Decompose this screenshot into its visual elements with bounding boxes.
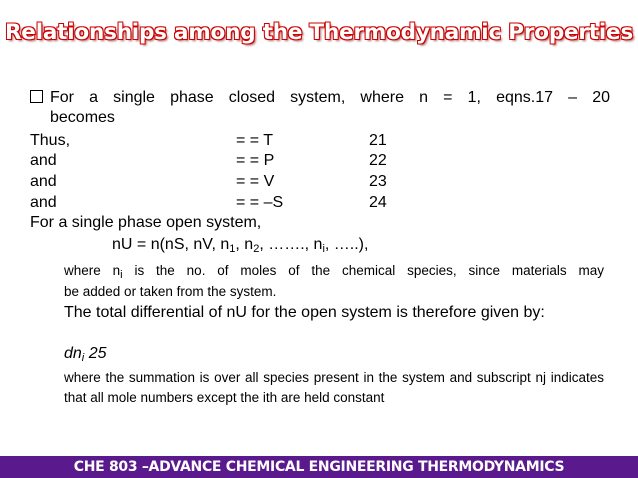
equation-expr: = = –S: [236, 194, 284, 211]
where-ni-sub: i: [120, 269, 123, 281]
where-ni-paragraph: [64, 260, 604, 302]
equation-number: 22: [369, 152, 387, 169]
equation-number: 24: [369, 194, 387, 211]
equation-row-24: [30, 193, 590, 213]
bullet-line-2: becomes: [50, 109, 115, 126]
where-ni-line-2: be added or taken from the system.: [64, 284, 277, 299]
dn-number: 25: [84, 345, 107, 362]
nu-eq-sub: 2: [253, 243, 260, 255]
equation-expr: = = P: [236, 152, 275, 169]
checkbox-bullet-icon: [30, 90, 43, 103]
nu-eq-sub: 1: [229, 243, 236, 255]
equation-number: 21: [369, 132, 387, 149]
nu-eq-sub: i: [322, 243, 325, 255]
where-ni-line-1: [64, 260, 604, 281]
where-ni-part: is the no. of moles of the chemical species, since materials may: [122, 263, 604, 278]
equation-expr: = = T: [236, 132, 274, 149]
bullet-paragraph: [30, 88, 610, 128]
dn-base: dn: [64, 345, 82, 362]
equation-expr: = = V: [236, 173, 275, 190]
equation-row-22: [30, 151, 590, 171]
slide-title: Relationships among the Thermodynamic Properties: [4, 20, 634, 45]
equation-label: and: [30, 152, 57, 169]
nu-eq-part: , ……., n: [259, 236, 323, 253]
equation-label: and: [30, 194, 57, 211]
equation-label: Thus,: [30, 132, 71, 149]
equation-row-23: [30, 172, 590, 192]
total-differential-text: The total differential of nU for the open system is therefore given by:: [64, 304, 545, 321]
bullet-line-1: For a single phase closed system, where n = 1, eqns.17 – 20: [50, 89, 610, 106]
equation-label: and: [30, 173, 57, 190]
footer-bar: [0, 456, 638, 478]
dn-equation: [64, 344, 107, 364]
equation-row-21: [30, 131, 590, 151]
equation-number: 23: [369, 173, 387, 190]
where-ni-part: where n: [64, 263, 121, 278]
open-system-text: For a single phase open system,: [30, 214, 262, 231]
nu-equation: [112, 235, 368, 255]
dn-sub: i: [81, 352, 85, 364]
nu-eq-part: , n: [235, 236, 254, 253]
summation-paragraph: where the summation is over all species present in the system and subscript nj indicates that all mole numbers except the ith are held constant: [64, 370, 604, 405]
nu-eq-part: nU = n(nS, nV, n: [112, 236, 230, 253]
footer-text: CHE 803 –ADVANCE CHEMICAL ENGINEERING THERMODYNAMICS: [73, 459, 565, 475]
nu-eq-part: , …..),: [324, 236, 369, 253]
